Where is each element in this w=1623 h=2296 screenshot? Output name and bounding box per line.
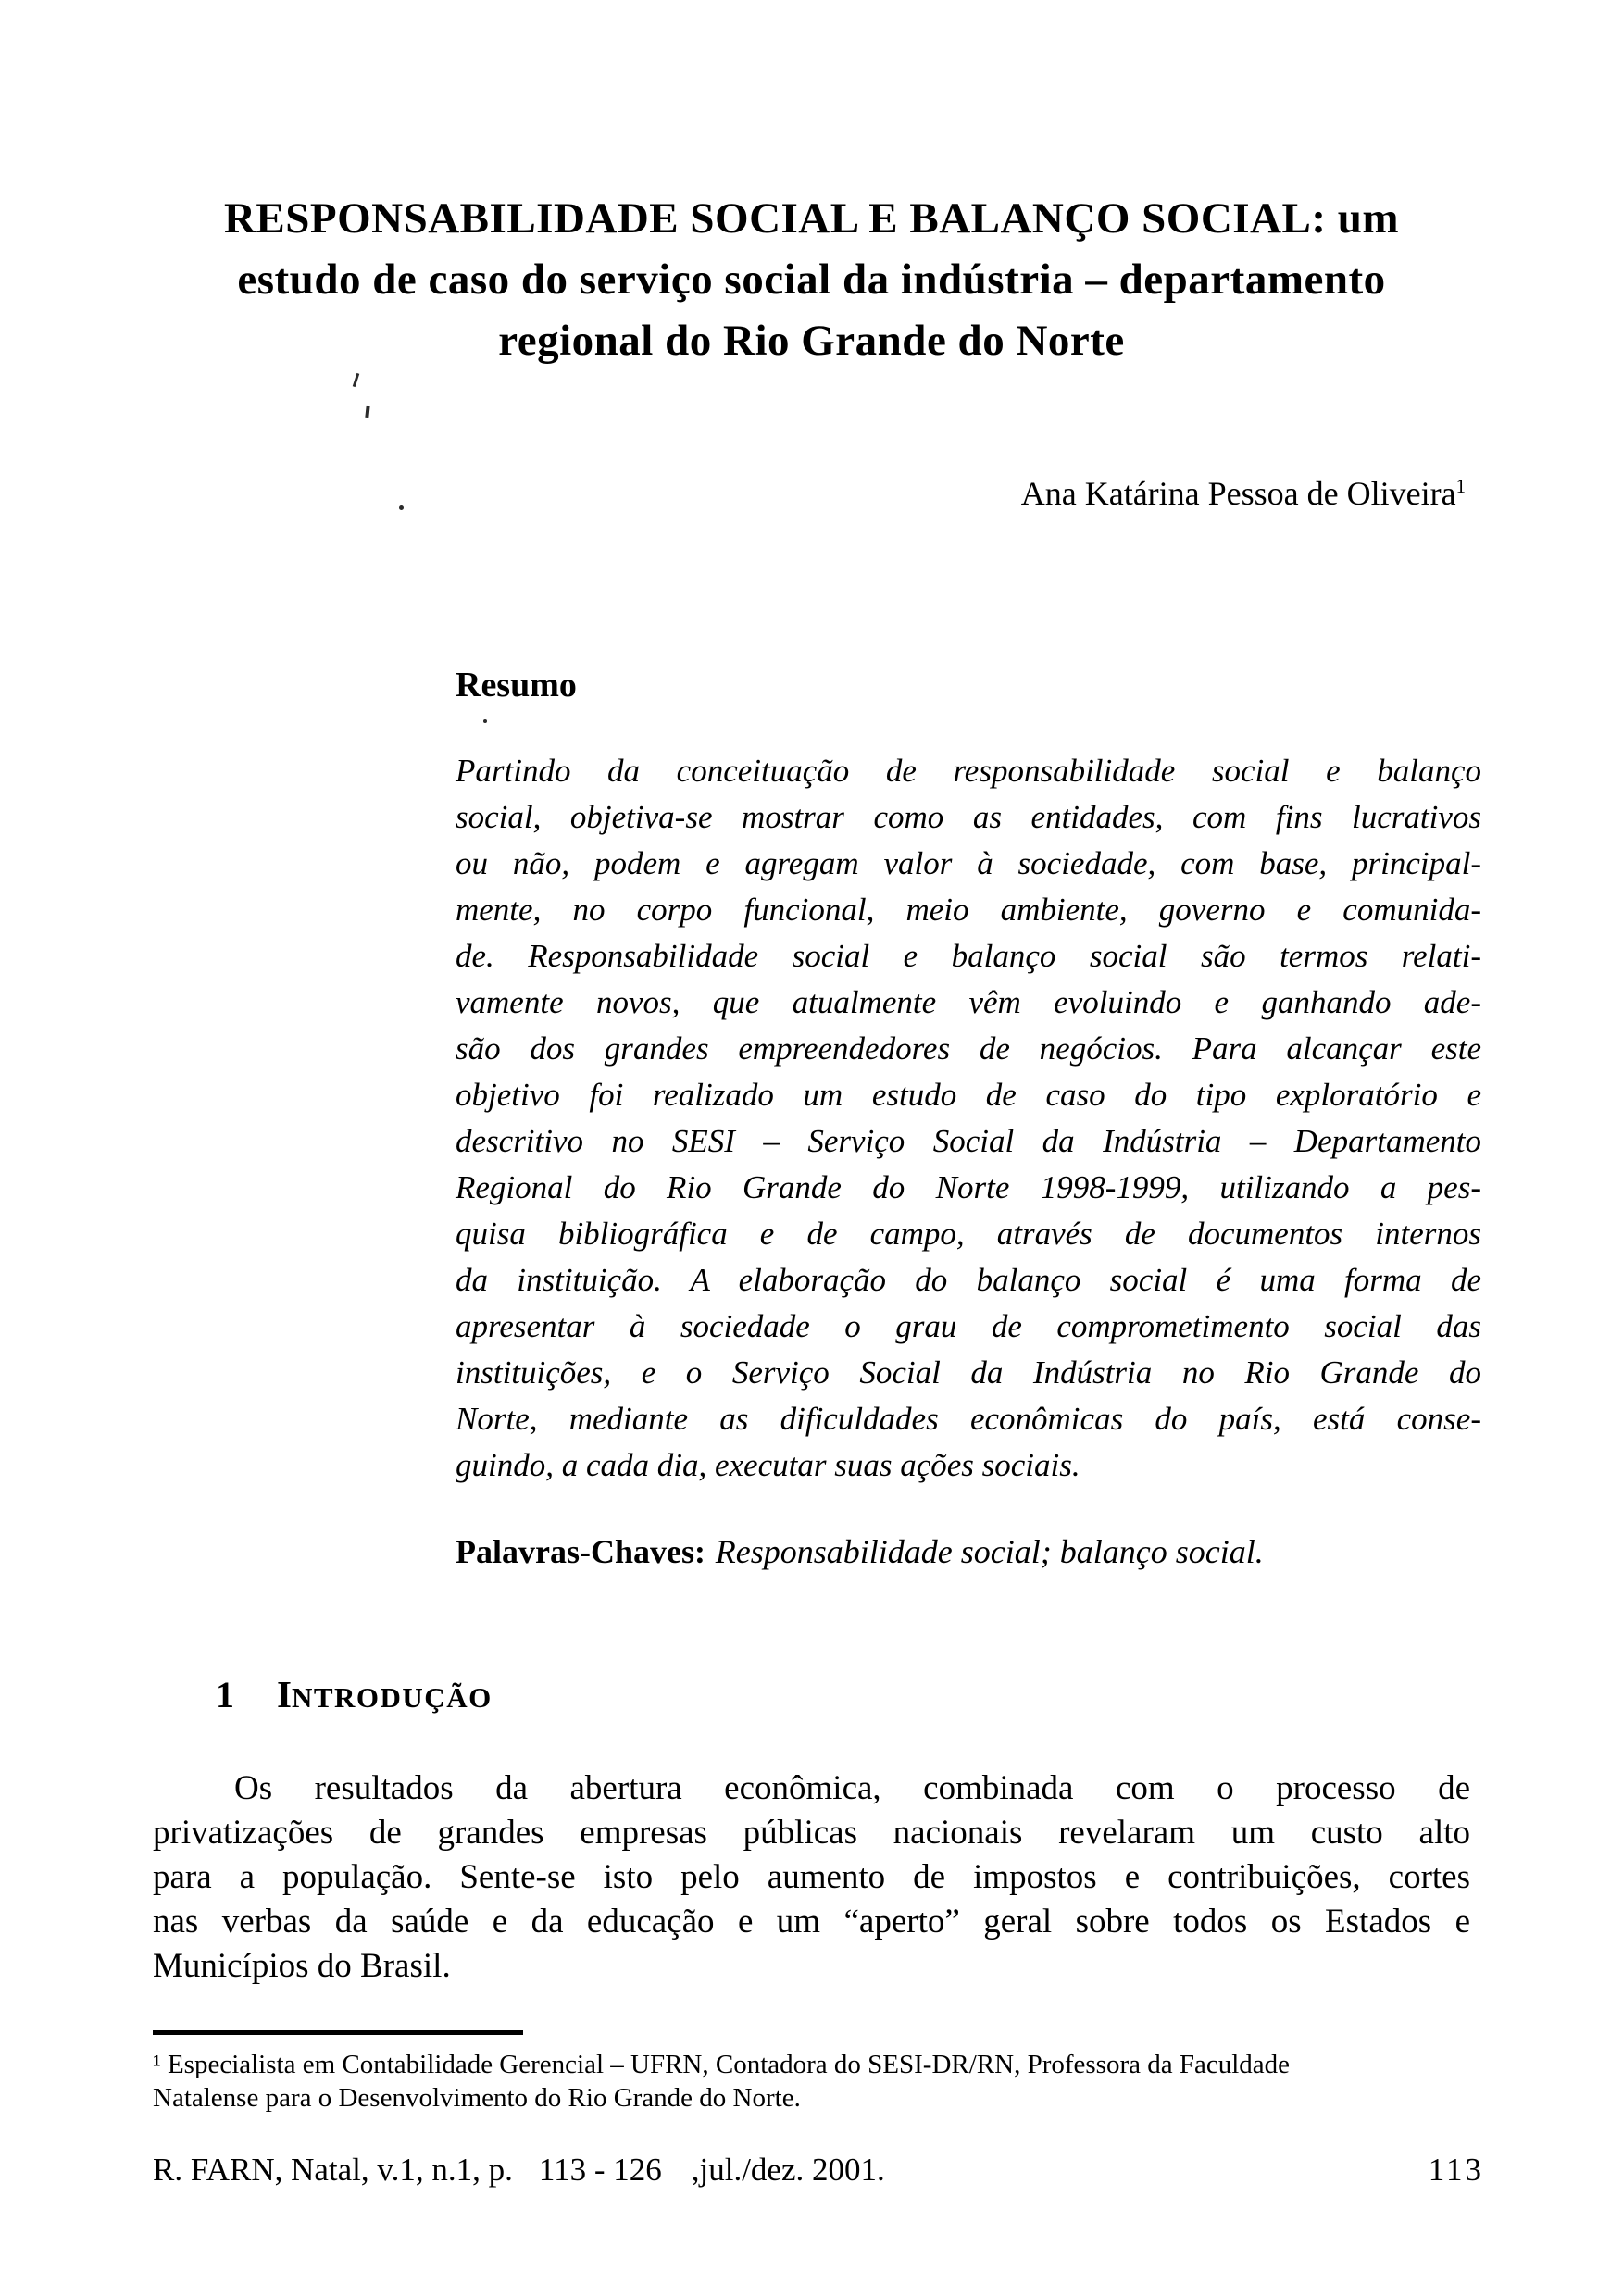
- text-line: instituições, e o Serviço Social da Indústria no Rio Grande do: [456, 1354, 1481, 1391]
- footnote-rule: [153, 2030, 523, 2035]
- introduction-paragraph: [153, 1766, 1470, 1989]
- footnote: [153, 2048, 1440, 2115]
- text-line: quisa bibliográfica e de campo, através de documentos internos: [456, 1216, 1481, 1252]
- text-line: ¹ Especialista em Contabilidade Gerencial – UFRN, Contadora do SESI-DR/RN, Professora da Faculdade: [153, 2050, 1291, 2079]
- section-heading-introduction: [216, 1672, 493, 1716]
- article-title: [153, 188, 1470, 371]
- text-line: descritivo no SESI – Serviço Social da Indústria – Departamento: [456, 1123, 1481, 1159]
- text-line: ou não, podem e agregam valor à sociedade, com base, principal-: [456, 845, 1481, 881]
- text-line: da instituição. A elaboração do balanço social é uma forma de: [456, 1262, 1481, 1298]
- abstract-text: [456, 748, 1481, 1489]
- text-line: de. Responsabilidade social e balanço social são termos relati-: [456, 938, 1481, 974]
- scan-speck: [353, 373, 359, 387]
- scan-speck: [483, 719, 487, 723]
- author-footnote-ref: 1: [1455, 475, 1466, 497]
- text-line: Os resultados da abertura econômica, combinada com o processo de: [234, 1769, 1470, 1807]
- section-title-rest: NTRODUÇÃO: [291, 1681, 493, 1714]
- text-line: nas verbas da saúde e da educação e um “aperto” geral sobre todos os Estados e: [153, 1903, 1470, 1940]
- text-line: apresentar à sociedade o grau de comprometimento social das: [456, 1308, 1481, 1344]
- author-name: Ana Katárina Pessoa de Oliveira: [1020, 475, 1456, 512]
- journal-reference: [153, 2152, 885, 2189]
- text-line: Norte, mediante as dificuldades econômicas do país, está conse-: [456, 1401, 1481, 1437]
- text-line: social, objetiva-se mostrar como as entidades, com fins lucrativos: [456, 799, 1481, 835]
- keywords-text: Responsabilidade social; balanço social.: [715, 1533, 1264, 1570]
- text-line: RESPONSABILIDADE SOCIAL E BALANÇO SOCIAL: um: [223, 194, 1400, 243]
- text-line: objetivo foi realizado um estudo de caso do tipo exploratório e: [456, 1077, 1481, 1113]
- scan-speck: [399, 505, 404, 510]
- keywords-label: Palavras-Chaves:: [456, 1533, 705, 1570]
- text-line: Regional do Rio Grande do Norte 1998-1999, utilizando a pes-: [456, 1169, 1481, 1205]
- keywords-line: [456, 1532, 1264, 1571]
- text-line: guindo, a cada dia, executar suas ações sociais.: [456, 1447, 1080, 1483]
- page-range: 113 - 126: [538, 2152, 662, 2188]
- issue-date: ,jul./dez. 2001.: [691, 2152, 885, 2188]
- abstract-heading: Resumo: [456, 666, 577, 705]
- section-number: 1: [216, 1674, 234, 1716]
- text-line: privatizações de grandes empresas públicas nacionais revelaram um custo alto: [153, 1814, 1470, 1852]
- scan-speck: [365, 406, 369, 418]
- text-line: Natalense para o Desenvolvimento do Rio Grande do Norte.: [153, 2083, 801, 2113]
- text-line: para a população. Sente-se isto pelo aumento de impostos e contribuições, cortes: [153, 1858, 1470, 1896]
- text-line: são dos grandes empreendedores de negócios. Para alcançar este: [456, 1030, 1481, 1067]
- text-line: mente, no corpo funcional, meio ambiente, governo e comunida-: [456, 892, 1481, 928]
- text-line: Municípios do Brasil.: [153, 1947, 451, 1985]
- text-line: regional do Rio Grande do Norte: [498, 317, 1125, 365]
- author-line: [1021, 474, 1466, 513]
- page-footer: [153, 2152, 1484, 2189]
- text-line: estudo de caso do serviço social da indústria – departamento: [237, 256, 1386, 304]
- page-number: 113: [1428, 2152, 1484, 2188]
- section-title-initial: I: [277, 1673, 292, 1716]
- section-title: [277, 1673, 493, 1716]
- text-line: vamente novos, que atualmente vêm evoluindo e ganhando ade-: [456, 984, 1481, 1020]
- text-line: Partindo da conceituação de responsabilidade social e balanço: [456, 753, 1481, 789]
- journal-ref-prefix: R. FARN, Natal, v.1, n.1, p.: [153, 2152, 513, 2188]
